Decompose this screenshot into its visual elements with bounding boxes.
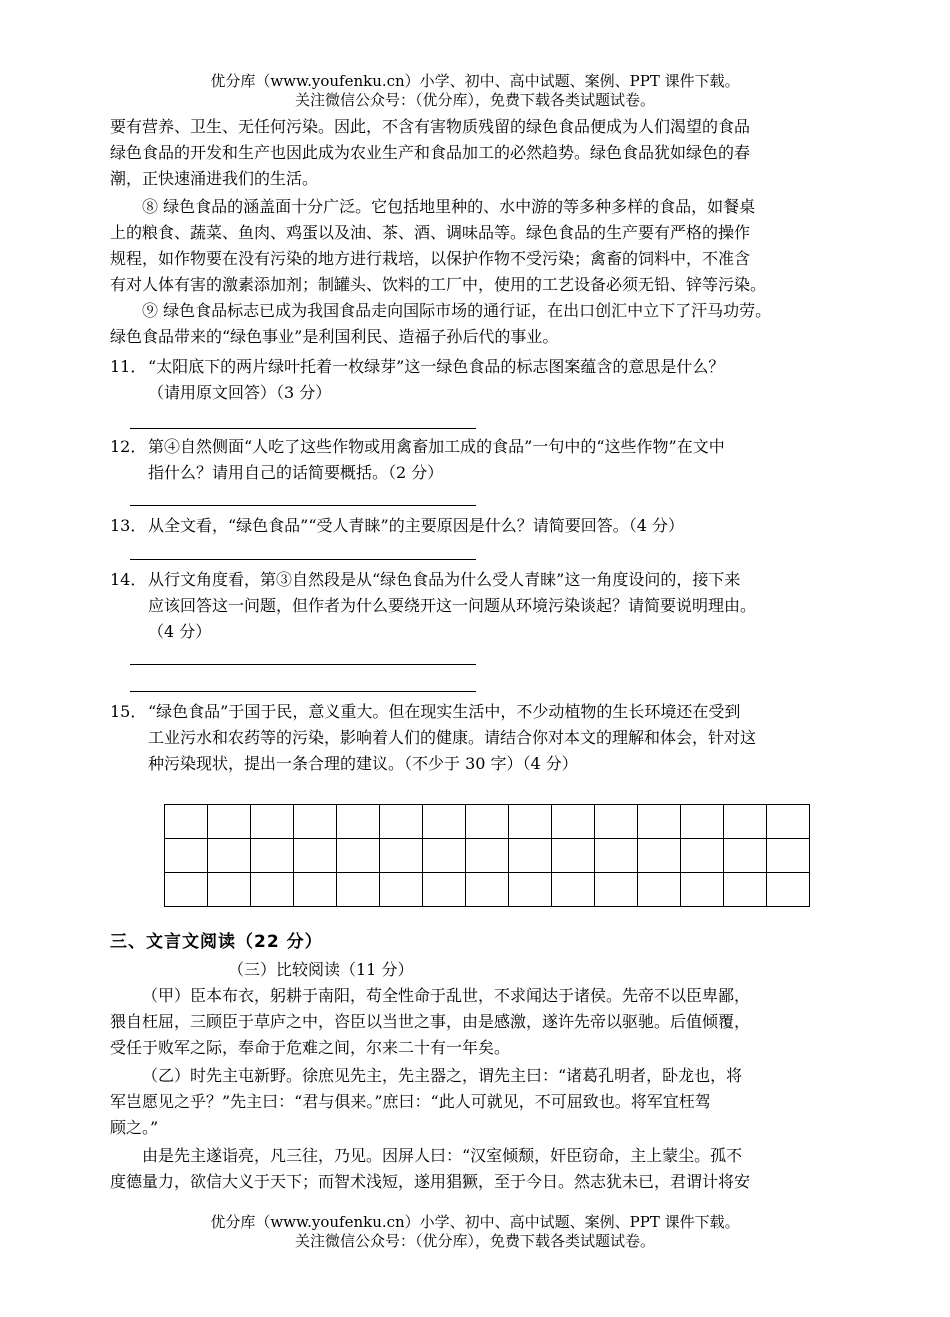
grid-cell[interactable] <box>294 839 337 873</box>
grid-cell[interactable] <box>208 805 251 839</box>
grid-cell[interactable] <box>466 839 509 873</box>
grid-cell[interactable] <box>165 839 208 873</box>
question-11 <box>110 354 845 406</box>
grid-cell[interactable] <box>638 805 681 839</box>
passage-para8 <box>110 194 845 298</box>
grid-cell[interactable] <box>681 805 724 839</box>
answer-line-14b[interactable] <box>130 691 476 692</box>
text-line: 规程，如作物要在没有污染的地方进行栽培，以保护作物不受污染；禽畜的饲料中，不准含 <box>110 249 751 268</box>
grid-row <box>165 873 810 907</box>
text-line: 绿色食品的开发和生产也因此成为农业生产和食品加工的必然趋势。绿色食品犹如绿色的春 <box>110 143 751 162</box>
question-number: 11． <box>110 357 147 376</box>
grid-cell[interactable] <box>595 839 638 873</box>
text-line: ⑨ 绿色食品标志已成为我国食品走向国际市场的通行证，在出口创汇中立下了汗马功劳。 <box>142 301 772 320</box>
text-line: 受任于败军之际，奉命于危难之间，尔来二十有一年矣。 <box>110 1038 511 1057</box>
grid-cell[interactable] <box>337 805 380 839</box>
answer-line-12[interactable] <box>130 505 476 506</box>
text-line: 猥自枉屈，三顾臣于草庐之中，咨臣以当世之事，由是感激，遂许先帝以驱驰。后值倾覆， <box>110 1012 751 1031</box>
grid-cell[interactable] <box>251 805 294 839</box>
answer-grid-15[interactable] <box>164 804 810 907</box>
section-title: 三、文言文阅读（22 分） <box>110 932 323 952</box>
text-line: 度德量力，欲信大义于天下；而智术浅短，遂用猖獗，至于今日。然志犹未已，君谓计将安 <box>110 1172 751 1191</box>
classical-text-yi <box>110 1063 845 1141</box>
grid-cell[interactable] <box>767 873 810 907</box>
text-line: 顾之。” <box>110 1118 159 1137</box>
grid-cell[interactable] <box>638 839 681 873</box>
grid-cell[interactable] <box>337 839 380 873</box>
question-14 <box>110 567 845 645</box>
passage-para9 <box>110 298 845 350</box>
grid-cell[interactable] <box>423 873 466 907</box>
grid-cell[interactable] <box>208 873 251 907</box>
grid-cell[interactable] <box>724 805 767 839</box>
question-13 <box>110 513 845 539</box>
grid-cell[interactable] <box>724 873 767 907</box>
grid-cell[interactable] <box>380 873 423 907</box>
answer-line-11[interactable] <box>130 428 476 429</box>
passage-para7 <box>110 114 845 192</box>
text-line: 军岂愿见之乎？”先主曰：“君与俱来。”庶曰：“此人可就见，不可屈致也。将军宜枉驾 <box>110 1092 711 1111</box>
question-text: （请用原文回答）（3 分） <box>148 383 332 402</box>
grid-cell[interactable] <box>767 805 810 839</box>
text-line: 上的粮食、蔬菜、鱼肉、鸡蛋以及油、茶、酒、调味品等。绿色食品的生产要有严格的操作 <box>110 223 751 242</box>
question-text: 从行文角度看，第③自然段是从“绿色食品为什么受人青睐”这一角度设问的，接下来 <box>148 570 741 589</box>
question-text: “绿色食品”于国于民，意义重大。但在现实生活中，不少动植物的生长环境还在受到 <box>148 702 741 721</box>
text-line: 由是先主遂诣亮，凡三往，乃见。因屏人曰：“汉室倾颓，奸臣窃命，主上蒙尘。孤不 <box>142 1146 743 1165</box>
question-text: （4 分） <box>148 622 212 641</box>
grid-cell[interactable] <box>294 873 337 907</box>
grid-cell[interactable] <box>165 873 208 907</box>
grid-cell[interactable] <box>423 805 466 839</box>
grid-cell[interactable] <box>466 873 509 907</box>
grid-cell[interactable] <box>294 805 337 839</box>
grid-cell[interactable] <box>767 839 810 873</box>
question-text: 第④自然侧面“人吃了这些作物或用禽畜加工成的食品”一句中的“这些作物”在文中 <box>148 437 725 456</box>
grid-cell[interactable] <box>208 839 251 873</box>
text-line: ⑧ 绿色食品的涵盖面十分广泛。它包括地里种的、水中游的等多种多样的食品，如餐桌 <box>142 197 756 216</box>
grid-cell[interactable] <box>724 839 767 873</box>
grid-row <box>165 839 810 873</box>
text-line: 有对人体有害的激素添加剂；制罐头、饮料的工厂中，使用的工艺设备必须无铅、锌等污染。 <box>110 275 767 294</box>
grid-cell[interactable] <box>251 873 294 907</box>
grid-cell[interactable] <box>380 839 423 873</box>
grid-cell[interactable] <box>552 873 595 907</box>
classical-text-yi-cont <box>110 1143 845 1195</box>
answer-line-13[interactable] <box>130 559 476 560</box>
page-footer-line1: 优分库（www.youfenku.cn）小学、初中、高中试题、案例、PPT 课件下载。 <box>210 1213 740 1231</box>
grid-cell[interactable] <box>681 839 724 873</box>
question-number: 13． <box>110 516 147 535</box>
grid-cell[interactable] <box>466 805 509 839</box>
grid-cell[interactable] <box>595 873 638 907</box>
grid-cell[interactable] <box>509 839 552 873</box>
text-line: 潮，正快速涌进我们的生活。 <box>110 169 319 188</box>
answer-line-14a[interactable] <box>130 664 476 665</box>
text-line: （甲）臣本布衣，躬耕于南阳，苟全性命于乱世，不求闻达于诸侯。先帝不以臣卑鄙， <box>142 986 751 1005</box>
question-text: 从全文看，“绿色食品”“受人青睐”的主要原因是什么？请简要回答。（4 分） <box>148 516 684 535</box>
question-text: 种污染现状，提出一条合理的建议。（不少于 30 字）（4 分） <box>148 754 578 773</box>
text-line: 要有营养、卫生、无任何污染。因此，不含有害物质残留的绿色食品便成为人们渴望的食品 <box>110 117 751 136</box>
grid-cell[interactable] <box>552 839 595 873</box>
classical-text-jia <box>110 983 845 1061</box>
grid-cell[interactable] <box>337 873 380 907</box>
grid-cell[interactable] <box>552 805 595 839</box>
page-header-line2: 关注微信公众号：（优分库），免费下载各类试题试卷。 <box>294 91 655 109</box>
grid-cell[interactable] <box>595 805 638 839</box>
question-text: “太阳底下的两片绿叶托着一枚绿芽”这一绿色食品的标志图案蕴含的意思是什么？ <box>148 357 725 376</box>
text-line: （乙）时先主屯新野。徐庶见先主，先主器之，谓先主曰：“诸葛孔明者，卧龙也，将 <box>142 1066 743 1085</box>
question-number: 14． <box>110 570 147 589</box>
question-number: 12． <box>110 437 147 456</box>
grid-cell[interactable] <box>509 805 552 839</box>
question-text: 工业污水和农药等的污染，影响着人们的健康。请结合你对本文的理解和体会，针对这 <box>148 728 757 747</box>
grid-cell[interactable] <box>380 805 423 839</box>
section-subtitle: （三）比较阅读（11 分） <box>228 960 414 979</box>
page-header-line1: 优分库（www.youfenku.cn）小学、初中、高中试题、案例、PPT 课件下载。 <box>210 72 740 90</box>
grid-cell[interactable] <box>251 839 294 873</box>
grid-cell[interactable] <box>681 873 724 907</box>
grid-cell[interactable] <box>509 873 552 907</box>
question-text: 应该回答这一问题，但作者为什么要绕开这一问题从环境污染谈起？请简要说明理由。 <box>148 596 757 615</box>
grid-cell[interactable] <box>638 873 681 907</box>
question-text: 指什么？请用自己的话简要概括。（2 分） <box>148 463 444 482</box>
grid-cell[interactable] <box>165 805 208 839</box>
question-12 <box>110 434 845 486</box>
grid-row <box>165 805 810 839</box>
grid-cell[interactable] <box>423 839 466 873</box>
page-footer-line2: 关注微信公众号：（优分库），免费下载各类试题试卷。 <box>294 1232 655 1250</box>
text-line: 绿色食品带来的“绿色事业”是利国利民、造福子孙后代的事业。 <box>110 327 559 346</box>
question-15 <box>110 699 845 777</box>
question-number: 15． <box>110 702 147 721</box>
